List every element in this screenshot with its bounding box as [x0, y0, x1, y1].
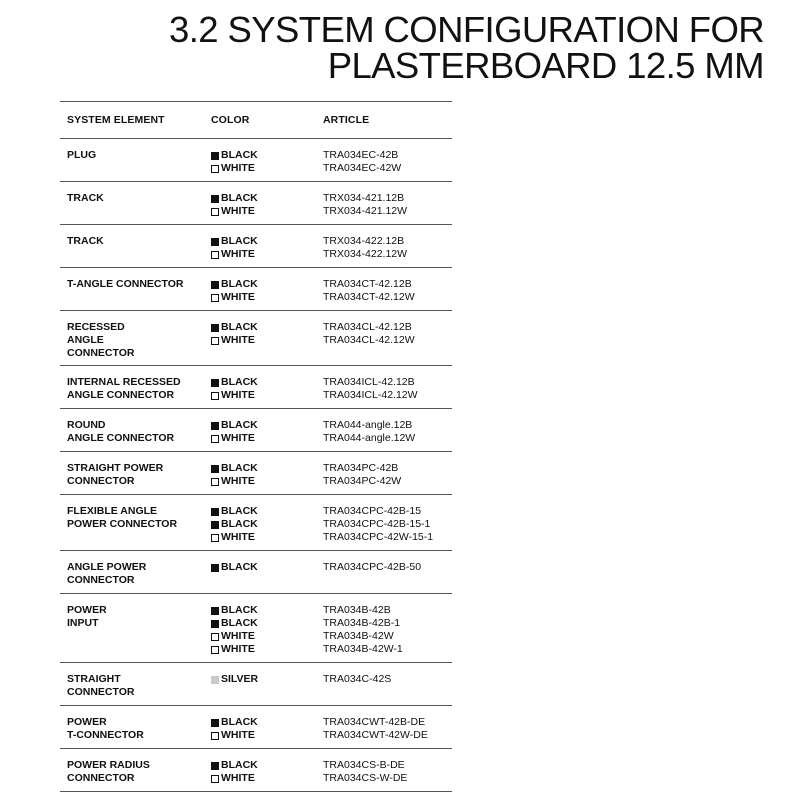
color-label: BLACK — [221, 376, 258, 388]
color-cell — [211, 604, 323, 662]
article-cell — [323, 235, 452, 267]
color-item — [211, 630, 323, 643]
color-label: BLACK — [221, 278, 258, 290]
white-swatch-icon — [211, 646, 219, 654]
article-number: TRX034-422.12B — [323, 235, 405, 247]
article-number: TRA034CPC-42B-50 — [323, 561, 422, 573]
color-label: BLACK — [221, 759, 258, 771]
color-cell — [211, 278, 323, 310]
white-swatch-icon — [211, 633, 219, 641]
color-item — [211, 772, 323, 785]
color-cell — [211, 419, 323, 451]
article-number: TRA034PC-42W — [323, 475, 402, 487]
color-label: WHITE — [221, 162, 255, 174]
article-number: TRX034-421.12B — [323, 192, 405, 204]
article-cell — [323, 462, 452, 494]
system-configuration-table — [60, 101, 452, 792]
article-number: TRA034CPC-42B-15 — [323, 505, 422, 517]
color-label: BLACK — [221, 716, 258, 728]
white-swatch-icon — [211, 392, 219, 400]
white-swatch-icon — [211, 534, 219, 542]
system-element-cell: FLEXIBLE ANGLE POWER CONNECTOR — [67, 505, 178, 530]
header-system-element: SYSTEM ELEMENT — [67, 113, 165, 126]
color-item — [211, 419, 323, 432]
color-label: BLACK — [221, 617, 258, 629]
color-label: BLACK — [221, 518, 258, 530]
table-row — [60, 495, 452, 551]
black-swatch-icon — [211, 607, 219, 615]
color-label: WHITE — [221, 389, 255, 401]
black-swatch-icon — [211, 620, 219, 628]
color-item — [211, 291, 323, 304]
color-label: WHITE — [221, 291, 255, 303]
color-cell — [211, 462, 323, 494]
table-row — [60, 182, 452, 225]
article-cell — [323, 376, 452, 408]
color-item — [211, 729, 323, 742]
black-swatch-icon — [211, 379, 219, 387]
white-swatch-icon — [211, 775, 219, 783]
color-item — [211, 531, 323, 544]
table-row — [60, 366, 452, 409]
color-label: WHITE — [221, 432, 255, 444]
article-number: TRA034B-42B — [323, 604, 391, 616]
article-number: TRA044-angle.12W — [323, 432, 416, 444]
color-label: WHITE — [221, 729, 255, 741]
system-element-cell: STRAIGHT CONNECTOR — [67, 673, 135, 698]
color-cell — [211, 235, 323, 267]
black-swatch-icon — [211, 719, 219, 727]
article-number: TRA034CT-42.12B — [323, 278, 412, 290]
color-label: BLACK — [221, 462, 258, 474]
table-row — [60, 706, 452, 749]
color-label: BLACK — [221, 235, 258, 247]
color-label: WHITE — [221, 334, 255, 346]
color-cell — [211, 505, 323, 550]
system-element-cell: STRAIGHT POWER CONNECTOR — [67, 462, 164, 487]
color-item — [211, 192, 323, 205]
system-element-cell: POWER INPUT — [67, 604, 107, 629]
table-row — [60, 594, 452, 663]
silver-swatch-icon — [211, 676, 219, 684]
color-item — [211, 505, 323, 518]
color-label: BLACK — [221, 505, 258, 517]
color-item — [211, 604, 323, 617]
article-cell — [323, 149, 452, 181]
color-cell — [211, 759, 323, 791]
color-label: BLACK — [221, 192, 258, 204]
article-number: TRA034B-42W — [323, 630, 394, 642]
color-label: BLACK — [221, 321, 258, 333]
table-row — [60, 551, 452, 594]
color-cell — [211, 149, 323, 181]
color-label: WHITE — [221, 630, 255, 642]
article-number: TRA034EC-42B — [323, 149, 399, 161]
color-item — [211, 321, 323, 334]
article-number: TRA034PC-42B — [323, 462, 399, 474]
article-number: TRX034-422.12W — [323, 248, 408, 260]
color-label: WHITE — [221, 643, 255, 655]
article-number: TRA034CWT-42W-DE — [323, 729, 428, 741]
color-item — [211, 716, 323, 729]
system-element-cell: PLUG — [67, 149, 97, 161]
color-cell — [211, 716, 323, 748]
table-row — [60, 409, 452, 452]
color-item — [211, 278, 323, 291]
black-swatch-icon — [211, 238, 219, 246]
article-number: TRA034CS-B-DE — [323, 759, 405, 771]
color-item — [211, 334, 323, 347]
white-swatch-icon — [211, 208, 219, 216]
article-number: TRA034CS-W-DE — [323, 772, 408, 784]
color-item — [211, 462, 323, 475]
color-label: BLACK — [221, 561, 258, 573]
table-body — [60, 139, 452, 792]
header-article: ARTICLE — [323, 113, 370, 126]
article-number: TRA044-angle.12B — [323, 419, 413, 431]
article-number: TRA034CL-42.12B — [323, 321, 412, 333]
color-item — [211, 475, 323, 488]
color-label: BLACK — [221, 604, 258, 616]
color-label: WHITE — [221, 248, 255, 260]
article-cell — [323, 673, 452, 705]
article-number: TRA034EC-42W — [323, 162, 402, 174]
article-number: TRA034C-42S — [323, 673, 392, 685]
article-number: TRA034CL-42.12W — [323, 334, 415, 346]
color-cell — [211, 321, 323, 365]
color-label: BLACK — [221, 419, 258, 431]
article-number: TRA034CWT-42B-DE — [323, 716, 426, 728]
article-number: TRA034B-42B-1 — [323, 617, 401, 629]
color-item — [211, 617, 323, 630]
article-cell — [323, 716, 452, 748]
black-swatch-icon — [211, 508, 219, 516]
table-header — [60, 102, 452, 139]
color-item — [211, 235, 323, 248]
black-swatch-icon — [211, 195, 219, 203]
black-swatch-icon — [211, 422, 219, 430]
article-cell — [323, 278, 452, 310]
article-cell — [323, 561, 452, 593]
system-element-cell: T-ANGLE CONNECTOR — [67, 278, 184, 290]
article-number: TRA034ICL-42.12B — [323, 376, 415, 388]
black-swatch-icon — [211, 281, 219, 289]
color-label: WHITE — [221, 205, 255, 217]
article-number: TRA034CT-42.12W — [323, 291, 415, 303]
article-cell — [323, 505, 452, 550]
color-item — [211, 643, 323, 656]
color-item — [211, 205, 323, 218]
header-color: COLOR — [211, 113, 250, 126]
table-row — [60, 663, 452, 706]
article-number: TRA034ICL-42.12W — [323, 389, 418, 401]
system-element-cell: TRACK — [67, 235, 104, 247]
table-row — [60, 139, 452, 182]
white-swatch-icon — [211, 435, 219, 443]
system-element-cell: TRACK — [67, 192, 104, 204]
system-element-cell: POWER RADIUS CONNECTOR — [67, 759, 150, 784]
system-element-cell: RECESSED ANGLE CONNECTOR — [67, 321, 135, 359]
table-row — [60, 311, 452, 366]
table-row — [60, 452, 452, 495]
color-label: SILVER — [221, 673, 259, 685]
black-swatch-icon — [211, 465, 219, 473]
page-title-line-2: PLASTERBOARD 12.5 MM — [327, 45, 764, 86]
article-cell — [323, 321, 452, 365]
color-cell — [211, 561, 323, 593]
color-item — [211, 673, 323, 686]
white-swatch-icon — [211, 478, 219, 486]
article-number: TRX034-421.12W — [323, 205, 408, 217]
color-label: BLACK — [221, 149, 258, 161]
black-swatch-icon — [211, 564, 219, 572]
white-swatch-icon — [211, 294, 219, 302]
color-item — [211, 376, 323, 389]
black-swatch-icon — [211, 521, 219, 529]
color-label: WHITE — [221, 475, 255, 487]
color-item — [211, 759, 323, 772]
color-cell — [211, 376, 323, 408]
system-element-cell: POWER T-CONNECTOR — [67, 716, 144, 741]
article-cell — [323, 192, 452, 224]
color-item — [211, 561, 323, 574]
table-row — [60, 749, 452, 792]
system-element-cell: ANGLE POWER CONNECTOR — [67, 561, 147, 586]
white-swatch-icon — [211, 732, 219, 740]
article-cell — [323, 419, 452, 451]
black-swatch-icon — [211, 152, 219, 160]
article-cell — [323, 759, 452, 791]
page-title — [169, 9, 764, 86]
white-swatch-icon — [211, 165, 219, 173]
color-item — [211, 248, 323, 261]
color-label: WHITE — [221, 772, 255, 784]
article-number: TRA034CPC-42B-15-1 — [323, 518, 431, 530]
article-number: TRA034CPC-42W-15-1 — [323, 531, 434, 543]
system-element-cell: ROUND ANGLE CONNECTOR — [67, 419, 175, 444]
black-swatch-icon — [211, 324, 219, 332]
white-swatch-icon — [211, 251, 219, 259]
system-element-cell: INTERNAL RECESSED ANGLE CONNECTOR — [67, 376, 181, 401]
black-swatch-icon — [211, 762, 219, 770]
color-item — [211, 149, 323, 162]
article-cell — [323, 604, 452, 662]
color-item — [211, 432, 323, 445]
color-label: WHITE — [221, 531, 255, 543]
color-cell — [211, 192, 323, 224]
color-cell — [211, 673, 323, 705]
color-item — [211, 389, 323, 402]
table-row — [60, 225, 452, 268]
color-item — [211, 162, 323, 175]
page-title-line-1: 3.2 SYSTEM CONFIGURATION FOR — [169, 9, 764, 50]
color-item — [211, 518, 323, 531]
table-row — [60, 268, 452, 311]
white-swatch-icon — [211, 337, 219, 345]
article-number: TRA034B-42W-1 — [323, 643, 403, 655]
